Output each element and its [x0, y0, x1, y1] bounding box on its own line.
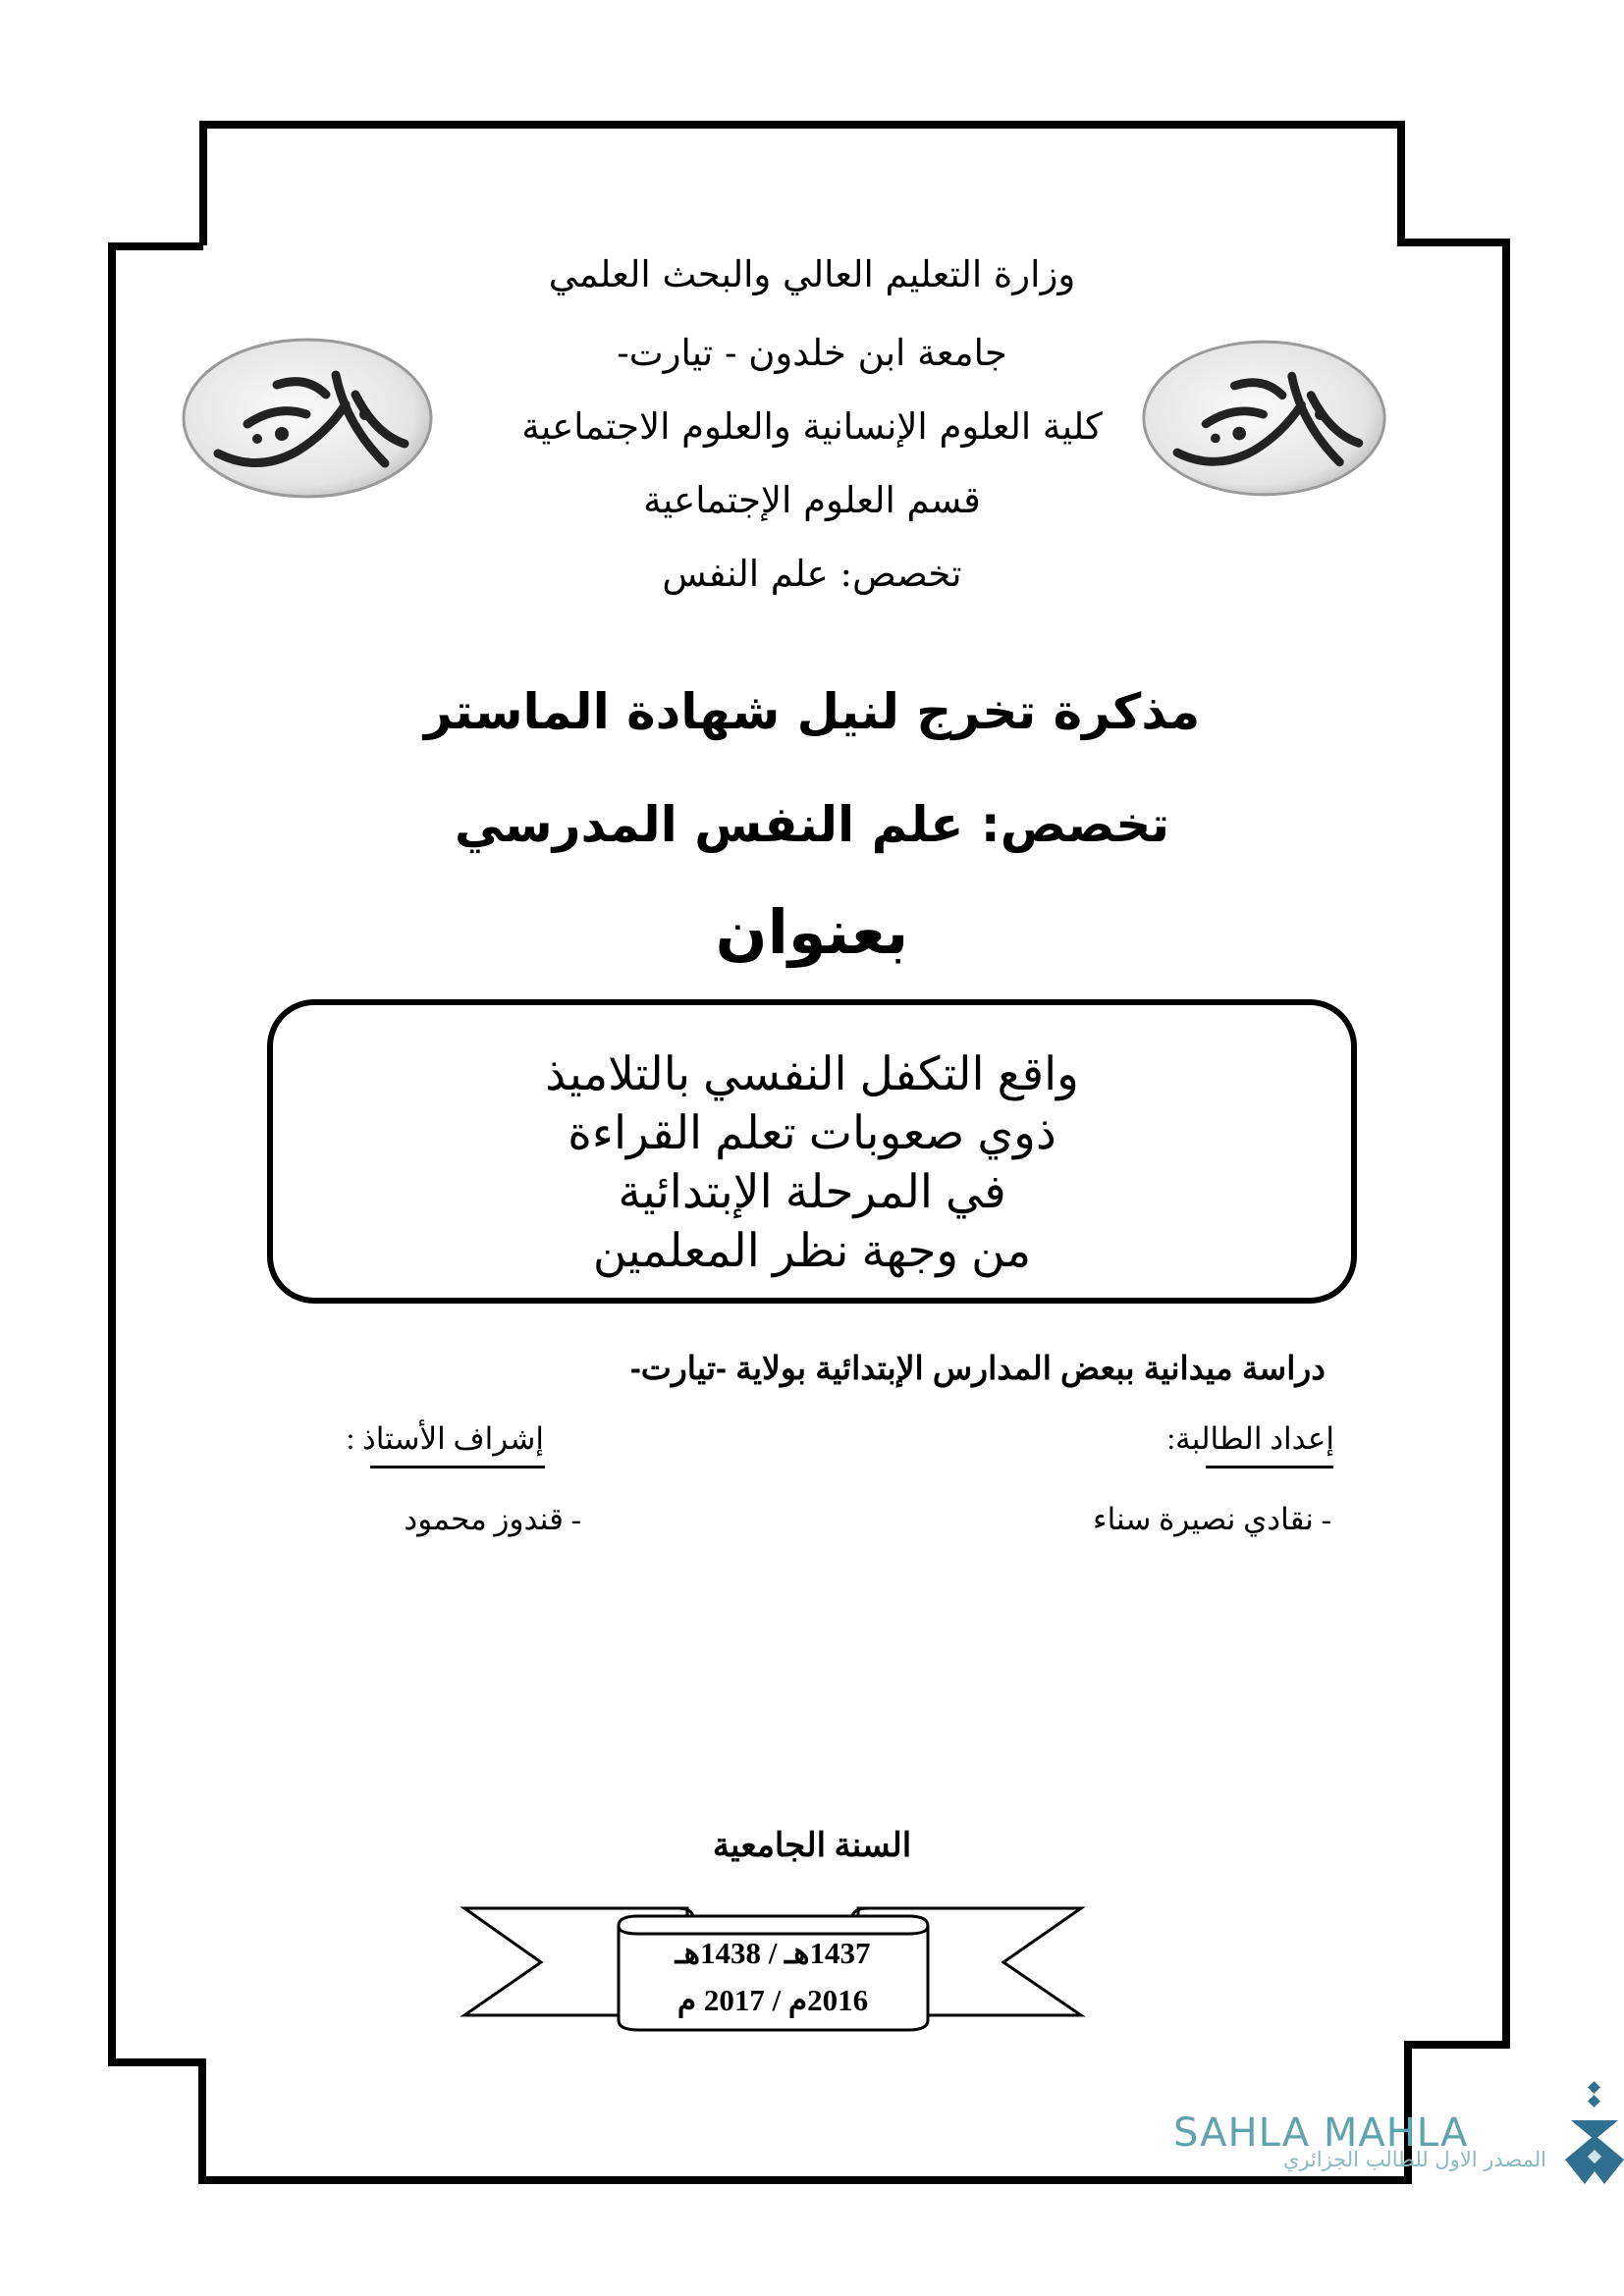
field-study-description: دراسة ميدانية ببعض المدارس الإبتدائية بولاية -تيارت- [629, 1350, 1326, 1386]
academic-year-hijri: 1437هـ / 1438هـ [675, 1936, 871, 1970]
supervisor-name: - قندوز محمود [404, 1502, 581, 1536]
thesis-specialty: تخصص: علم النفس المدرسي [454, 796, 1170, 853]
thesis-title-box [267, 999, 1357, 1304]
sahla-mahla-watermark [1173, 2110, 1586, 2228]
student-label: إعداد الطالبة: [1166, 1421, 1334, 1456]
sahla-mahla-logo-icon [1561, 2081, 1624, 2189]
academic-year-gregorian: 2016م / 2017 م [677, 1983, 869, 2017]
academic-year-ribbon [452, 1895, 1100, 2052]
ministry-name: وزارة التعليم العالي والبحث العلمي [548, 253, 1076, 295]
supervisor-label: إشراف الأستاذ : [346, 1421, 544, 1456]
university-name: جامعة ابن خلدون - تيارت- [617, 332, 1007, 374]
student-name: - نقادي نصيرة سناء [1093, 1502, 1331, 1536]
supervisor-label-underline [370, 1466, 545, 1468]
watermark-tagline: المصدر الاول للطالب الجزائري [1282, 2148, 1546, 2171]
department-name: قسم العلوم الإجتماعية [643, 479, 981, 521]
title-line-4: من وجهة نظر المعلمين [592, 1224, 1032, 1276]
watermark-brand: SAHLA MAHLA [1173, 2110, 1469, 2156]
title-label: بعنوان [715, 896, 909, 968]
academic-year-label: السنة الجامعية [712, 1828, 912, 1864]
faculty-name: كلية العلوم الإنسانية والعلوم الاجتماعية [521, 405, 1103, 448]
title-line-3: في المرحلة الإبتدائية [618, 1165, 1006, 1217]
student-label-underline [1206, 1466, 1333, 1468]
thesis-type: مذكرة تخرج لنيل شهادة الماستر [423, 683, 1201, 740]
title-line-1: واقع التكفل النفسي بالتلاميذ [545, 1047, 1079, 1099]
specialty-header: تخصص: علم النفس [662, 553, 962, 595]
title-line-2: ذوي صعوبات تعلم القراءة [568, 1106, 1056, 1158]
